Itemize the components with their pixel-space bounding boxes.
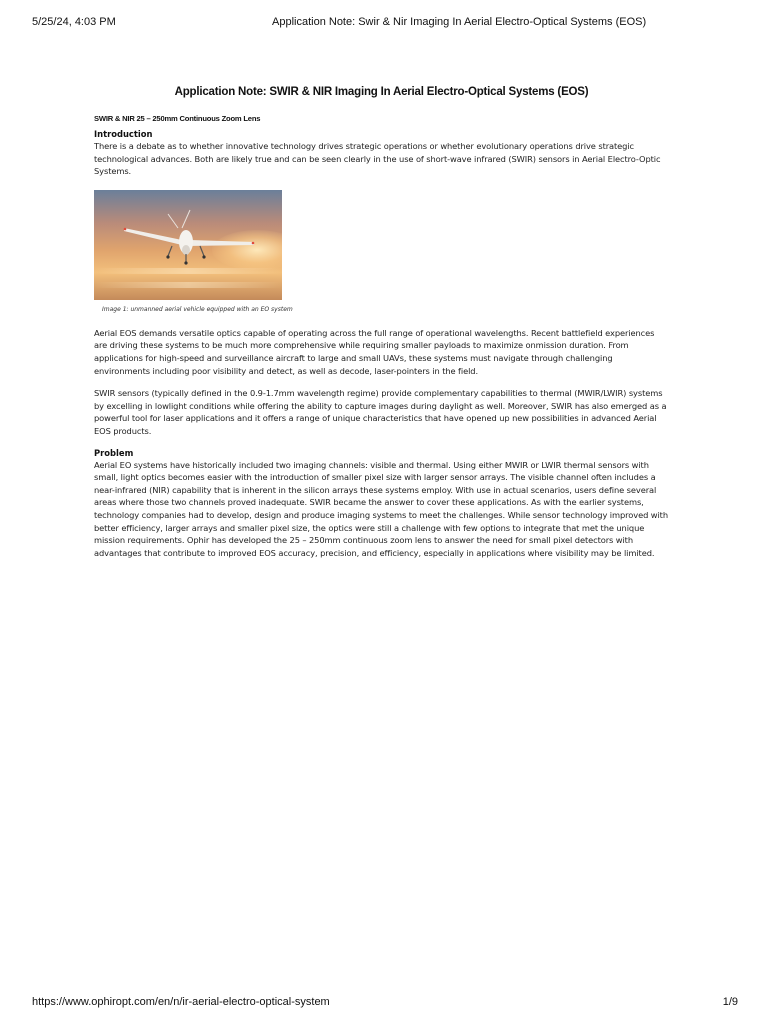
introduction-heading: Introduction [94,129,153,139]
problem-text: Aerial EO systems have historically included two imaging channels: visible and thermal. Using either MWIR or LWIR thermal sensors with small, light optics becomes easier with the introduction of smaller pixel size with larger sensor arrays. The visible channel often includes a near-infrared (NIR) capability that is inherent in the silicon arrays these systems employ. With use in actual scenarios, users define several areas where those two channels proved inadequate. SWIR became the answer to cover these applications. As with the earlier systems, technology companies had to develop, design and produce imaging systems to meet the challenges. While sensor technology improved with better efficiency, larger arrays and smaller pixel size, the optics were still a challenge with few options to integrate that met the unique mission requirements. Ophir has developed the 25 – 250mm continuous zoom lens to answer the need for small pixel detectors with advantages that contribute to improved EOS accuracy, precision, and efficiency, especially in applications where visibility may be limited. [94,459,668,558]
problem-heading: Problem [94,447,134,458]
print-header [0,16,768,30]
article [94,86,669,559]
body-paragraph: Aerial EOS demands versatile optics capable of operating across the full range of operational wavelengths. Recent battlefield experiences are driving these systems to be much more comprehensive while requiring smaller payloads to maximize onmission duration. From applications for high-speed and surveillance aircraft to large and small UAVs, these systems must navigate through challenging environments including poor visibility and detect, as well as decode, laser-pointers in the field. [94,327,655,376]
page-url: https://www.ophiropt.com/en/n/ir-aerial-electro-optical-system [32,996,330,1008]
uav-image [94,190,282,300]
print-datetime: 5/25/24, 4:03 PM [32,16,116,28]
uav-icon [94,190,282,300]
image-caption: Image 1: unmanned aerial vehicle equipped with an EO system [102,305,293,313]
article-subtitle: SWIR & NIR 25 – 250mm Continuous Zoom Lens [94,114,261,123]
page-number: 1/9 [722,996,738,1008]
print-footer [0,996,768,1010]
article-title: Application Note: SWIR & NIR Imaging In Aerial Electro-Optical Systems (EOS) [174,86,589,98]
body-paragraph: SWIR sensors (typically defined in the 0.9-1.7mm wavelength regime) provide complementary capabilities to thermal (MWIR/LWIR) systems by excelling in lowlight conditions while offering the ability to capture images during daylight as well. Moreover, SWIR has also emerged as a powerful tool for laser applications and it offers a range of unique characteristics that have opened up new possibilities in advanced Aerial EOS products. [94,388,667,436]
print-page-title: Application Note: Swir & Nir Imaging In Aerial Electro-Optical Systems (EOS) [272,16,647,28]
introduction-text: There is a debate as to whether innovative technology drives strategic operations or whether evolutionary operations drive strategic technological advances. Both are likely true and can be seen clearly in the use of short-wave infrared (SWIR) sensors in Aerial Electro-Optic Systems. [94,141,661,177]
